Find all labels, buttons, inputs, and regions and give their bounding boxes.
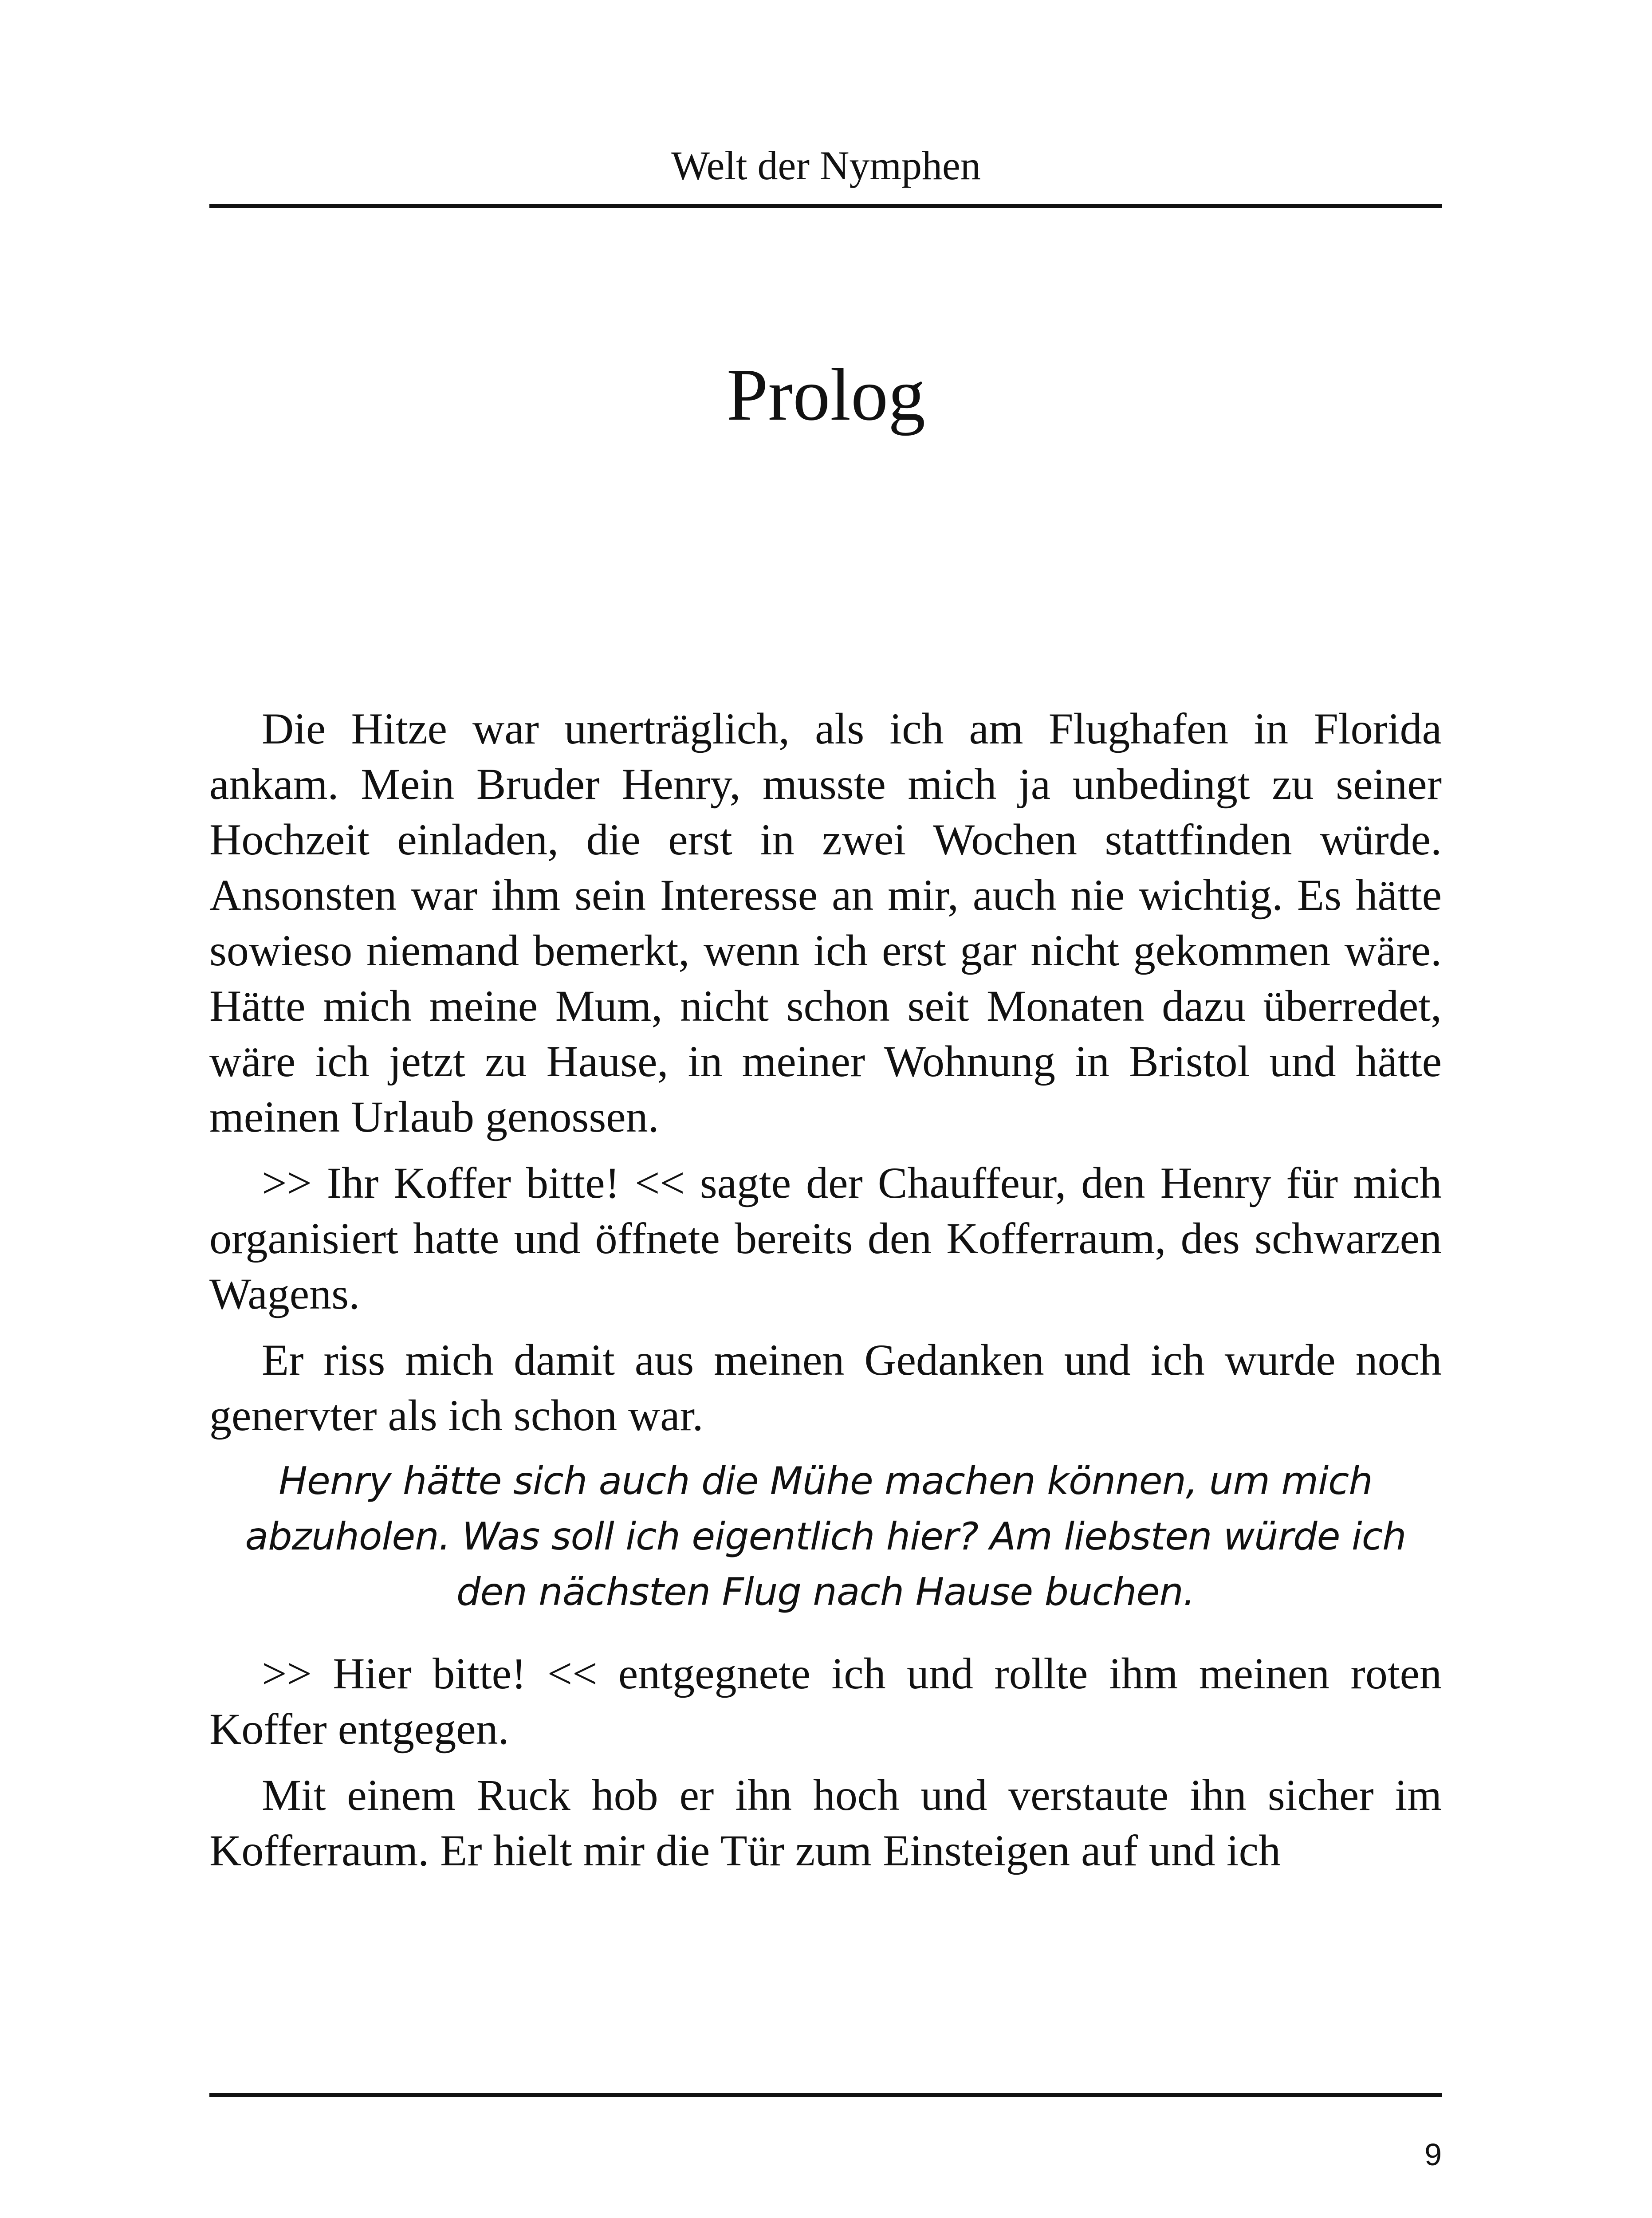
paragraph: Mit einem Ruck hob er ihn hoch und verstaute ihn sicher im Kofferraum. Er hielt mir die Tür zum Einsteigen auf und ich <box>209 1770 1442 1875</box>
header-rule <box>209 204 1442 208</box>
paragraph: >> Hier bitte! << entgegnete ich und rollte ihm meinen roten Koffer entgegen. <box>209 1649 1442 1754</box>
chapter-title: Prolog <box>726 354 926 436</box>
paragraph: Er riss mich damit aus meinen Gedanken und ich wurde noch genervter als ich schon war. <box>209 1335 1442 1440</box>
footer-rule <box>209 2093 1442 2097</box>
inner-thought-paragraph: Henry hätte sich auch die Mühe machen können, um mich abzuholen. Was soll ich eigentlich hier? Am liebsten würde ich den nächsten Flug nach Hause buchen. <box>245 1459 1406 1614</box>
paragraph: Die Hitze war unerträglich, als ich am Flughafen in Florida ankam. Mein Bruder Henry, musste mich ja unbedingt zu seiner Hochzeit einladen, die erst in zwei Wochen stattfinden würde. Ansonsten war ihm sein Interesse an mir, auch nie wichtig. Es hätte sowieso niemand bemerkt, wenn ich erst gar nicht gekommen wäre. Hätte mich meine Mum, nicht schon seit Monaten dazu überredet, wäre ich jetzt zu Hause, in meiner Wohnung in Bristol und hätte meinen Urlaub genossen. <box>209 704 1442 1141</box>
body-text <box>209 701 1442 1889</box>
paragraph: >> Ihr Koffer bitte! << sagte der Chauffeur, den Henry für mich organisiert hatte und öffnete bereits den Kofferraum, des schwarzen Wagens. <box>209 1158 1442 1318</box>
page-number: 9 <box>1424 2137 1442 2172</box>
running-header: Welt der Nymphen <box>671 143 981 188</box>
